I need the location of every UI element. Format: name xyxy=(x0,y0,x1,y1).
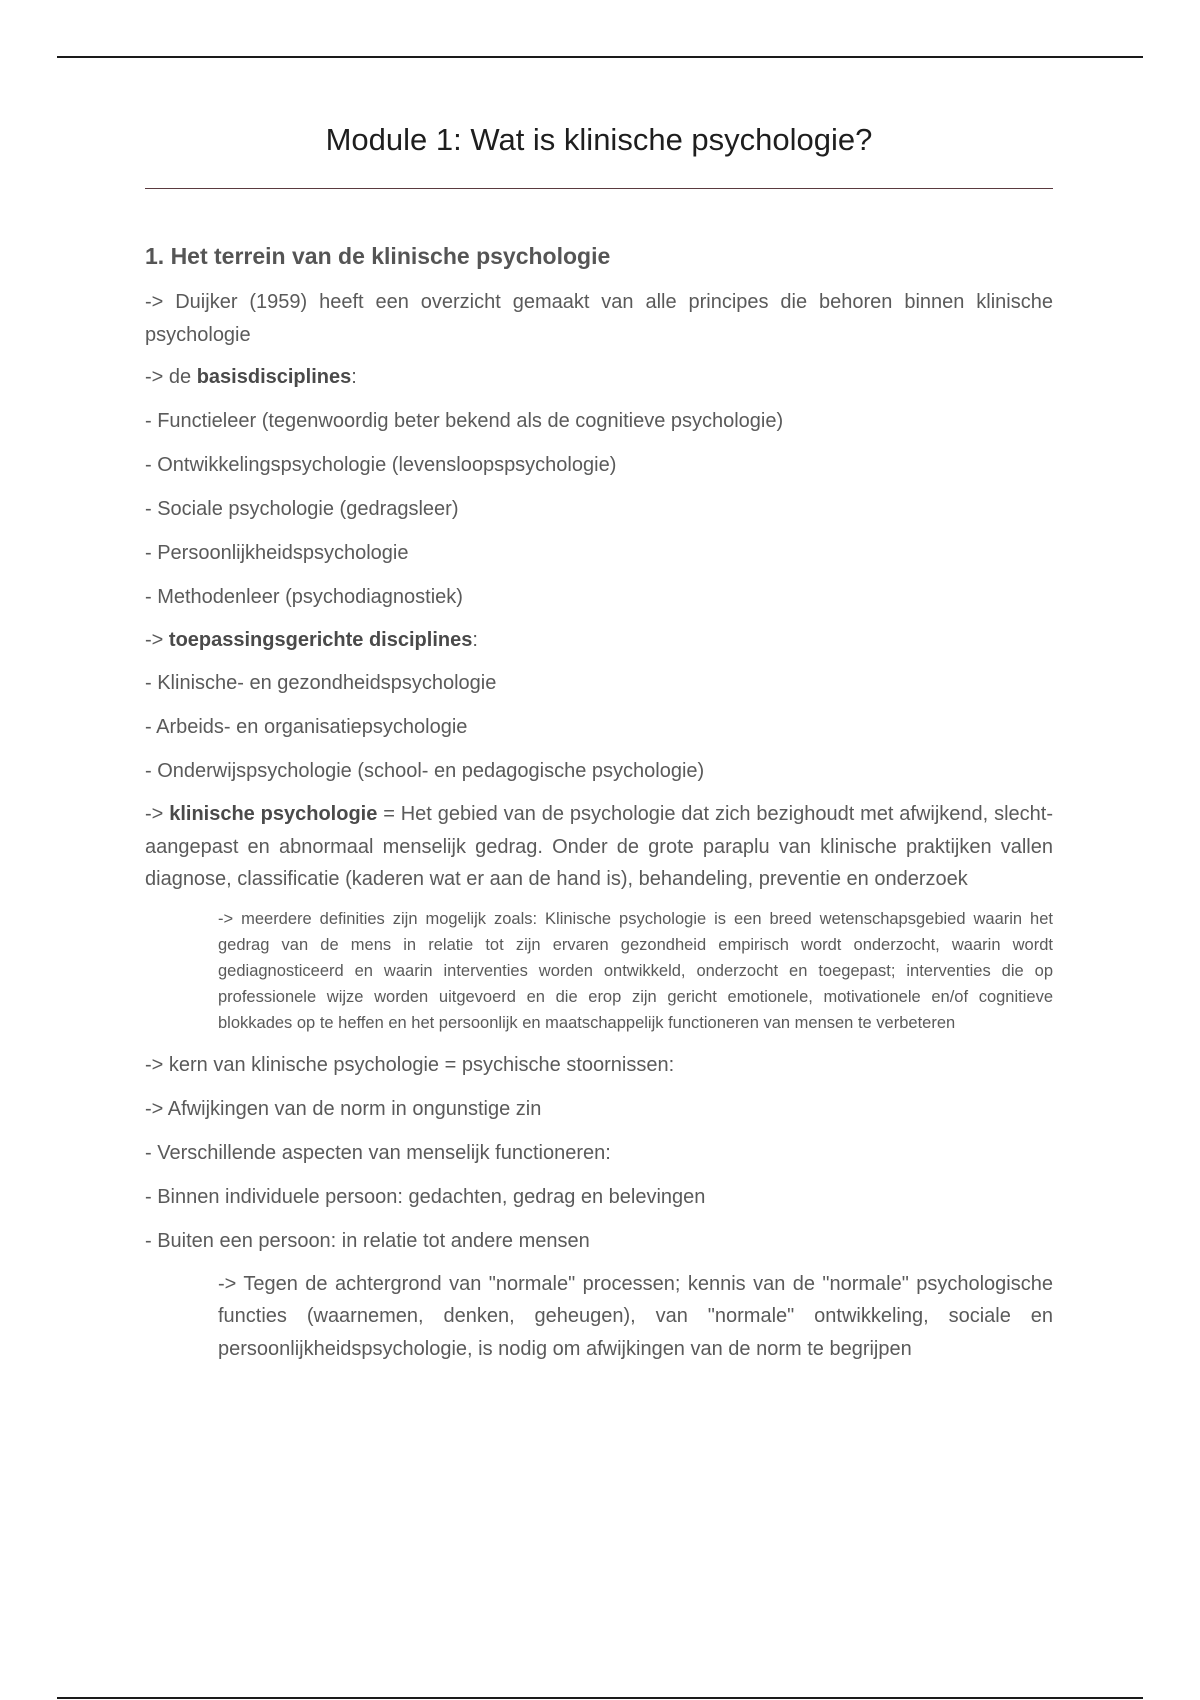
list-item: - Methodenleer (psychodiagnostiek) xyxy=(145,585,463,608)
list-item: - Ontwikkelingspsychologie (levensloopspsychologie) xyxy=(145,453,617,476)
basis-disciplines-line xyxy=(145,361,1053,394)
applied-prefix: -> xyxy=(145,628,169,651)
section-heading: 1. Het terrein van de klinische psychologie xyxy=(145,243,611,269)
background-paragraph: -> Tegen de achtergrond van "normale" processen; kennis van de "normale" psychologische functies (waarnemen, denken, geheugen), van "normale" ontwikkeling, sociale en persoonlijkheidspsychologie, is nodig om afwijkingen van de norm te begrijpen xyxy=(218,1272,1053,1360)
basis-prefix: -> de xyxy=(145,366,197,388)
aspects-line: - Verschillende aspecten van menselijk functioneren: xyxy=(145,1141,611,1164)
document-body xyxy=(145,240,1053,1375)
outside-person-line: - Buiten een persoon: in relatie tot andere mensen xyxy=(145,1229,590,1252)
applied-suffix: : xyxy=(472,628,478,651)
applied-disciplines-line xyxy=(145,624,1053,657)
clinical-text: = Het gebied van de psychologie dat zich bezighoudt met afwijkend, slecht-aangepast en abnormaal menselijk gedrag. Onder de grote paraplu van klinische praktijken vallen diagnose, classificatie (kaderen wat er aan de hand is), behandeling, preventie en onderzoek xyxy=(145,803,1053,890)
page-bottom-rule xyxy=(57,1697,1143,1699)
list-item: - Onderwijspsychologie (school- en pedagogische psychologie) xyxy=(145,760,705,782)
clinical-label: klinische psychologie xyxy=(169,803,378,825)
within-person-line: - Binnen individuele persoon: gedachten, gedrag en belevingen xyxy=(145,1185,706,1208)
list-item: - Sociale psychologie (gedragsleer) xyxy=(145,497,459,520)
page-title: Module 1: Wat is klinische psychologie? xyxy=(325,122,873,157)
list-item: - Arbeids- en organisatiepsychologie xyxy=(145,716,468,738)
clinical-prefix: -> xyxy=(145,803,170,825)
basis-label: basisdisciplines xyxy=(196,366,352,388)
basis-suffix: : xyxy=(351,366,357,388)
title-underline xyxy=(145,188,1053,189)
intro-paragraph: -> Duijker (1959) heeft een overzicht gemaakt van alle principes die behoren binnen klinische psychologie xyxy=(145,291,1053,346)
page-top-rule xyxy=(57,56,1143,58)
list-item: - Functieleer (tegenwoordig beter bekend als de cognitieve psychologie) xyxy=(145,409,784,432)
core-line: -> kern van klinische psychologie = psychische stoornissen: xyxy=(145,1053,675,1076)
clinical-definition-paragraph xyxy=(145,798,1053,896)
list-item: - Klinische- en gezondheidspsychologie xyxy=(145,672,497,694)
list-item: - Persoonlijkheidspsychologie xyxy=(145,541,409,564)
definitions-note: -> meerdere definities zijn mogelijk zoals: Klinische psychologie is een breed wetenschapsgebied waarin het gedrag van de mens in relatie tot zijn ervaren gezondheid empirisch wordt onderzocht, waarin wordt gediagnosticeerd en waarin interventies worden ontwikkeld, onderzocht en toegepast; interventies die op professionele wijze worden uitgevoerd en die erop zijn gericht emotionele, motivationele en/of cognitieve blokkades op te heffen en het persoonlijk en maatschappelijk functioneren van mensen te verbeteren xyxy=(218,909,1053,1032)
applied-label: toepassingsgerichte disciplines xyxy=(168,628,473,651)
deviations-line: -> Afwijkingen van de norm in ongunstige zin xyxy=(145,1097,542,1120)
